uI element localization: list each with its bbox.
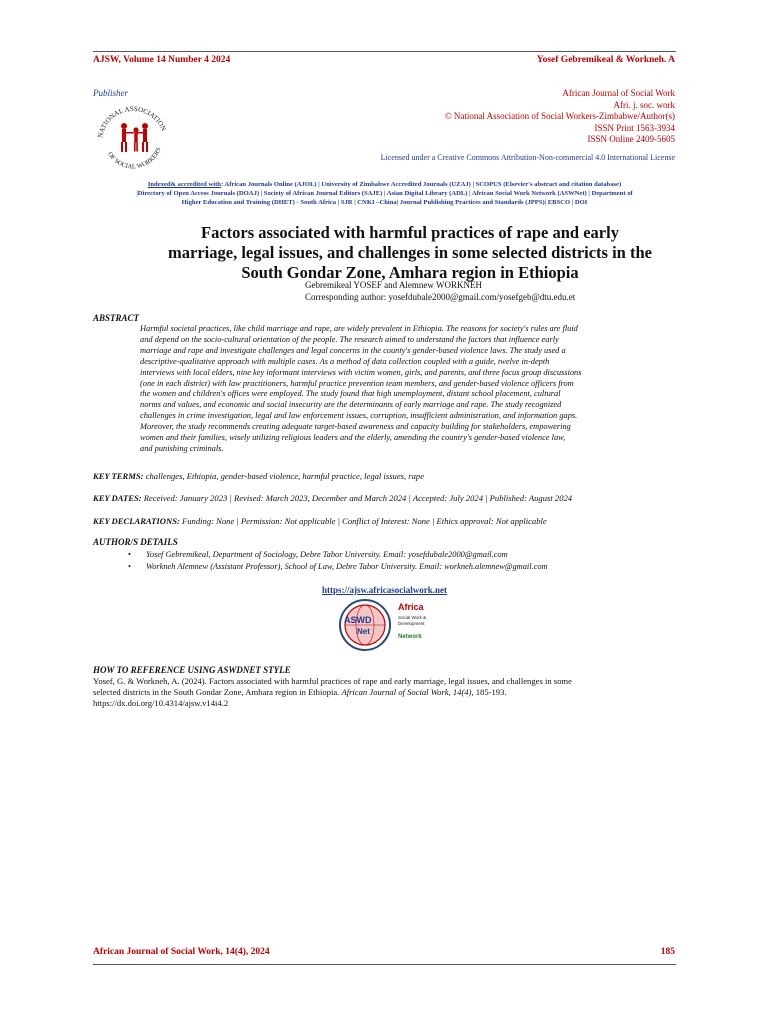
header-top-rule: [93, 51, 676, 52]
abstract-line: and punishing criminals.: [140, 443, 224, 453]
abstract-label: ABSTRACT: [93, 313, 140, 323]
logo-sub-text: Social Work & Development: [398, 615, 427, 626]
key-dates-label: KEY DATES:: [93, 493, 142, 503]
abstract-line: marriage and rape and investigate challenges and legal concerns in the county's gender-based violence laws. The study used a: [140, 345, 566, 355]
nasw-logo: [92, 98, 174, 178]
reference-line-2-plain: selected districts in the South Gondar Zone, Amhara region in Ethiopia.: [93, 687, 342, 697]
publisher-info: [445, 88, 675, 146]
key-dates: [93, 493, 676, 504]
key-declarations-label: KEY DECLARATIONS:: [93, 516, 180, 526]
abstract-line: women and their families, wisely utilizing religious leaders and the elderly, amending the country's gender-based violence law,: [140, 433, 566, 443]
title-line-2: marriage, legal issues, and challenges in some selected districts in the: [168, 243, 652, 262]
indexing-line-2: |Directory of Open Access Journals (DOAJ) | Society of African Journal Editors (SAJE) | Asian Digital Library (ADL) | African Social Work Network (ASWNet) | Department of: [136, 190, 633, 197]
reference-pages: 185-193.: [473, 687, 507, 697]
reference-doi[interactable]: https://dx.doi.org/10.4314/ajsw.v14i4.2: [93, 698, 229, 708]
indexing-list-1: : African Journals Online (AJOL) | University of Zimbabwe Accredited Journals (UZAJ) | SCOPUS (Elsevier's abstract and citation database): [220, 181, 622, 188]
journal-website-link[interactable]: https://ajsw.africasocialwork.net: [322, 585, 447, 595]
svg-text:OF SOCIAL WORKERS: OF SOCIAL WORKERS: [106, 146, 163, 171]
reference-line-2: [93, 687, 676, 698]
footer-page-number: 185: [660, 947, 675, 957]
indexing-block: [93, 180, 676, 207]
key-dates-text: Received: January 2023 | Revised: March 2023, December and March 2024 | Accepted: July 2024 | Published: August 2024: [141, 493, 573, 503]
abstract-line: Harmful societal practices, like child marriage and rape, are widely prevalent in Ethiopia. The reasons for society's rules are fluid: [140, 324, 578, 333]
aswdnet-logo: [336, 598, 436, 652]
copyright-line: © National Association of Social Workers-Zimbabwe/Author(s): [444, 111, 675, 121]
author-details-list: [128, 549, 688, 573]
reference-journal: African Journal of Social Work, 14(4),: [341, 687, 474, 697]
abstract-line: (one in each district) with law practitioners, harmful practice prevention team members, and gender-based violence officers from: [140, 378, 574, 388]
logo-network-text: Network: [398, 634, 422, 640]
abstract-line: challenges in crime investigation, legal and law enforcement issues, corruption, insufficient administration, and information gaps.: [140, 411, 578, 421]
logo-aswd-text: ASWD: [344, 615, 372, 625]
author-detail-item: • Workneh Alemnew (Assistant Professor), School of Law, Debre Tabor University. Email: workneh.alemnew@gmail.com: [128, 561, 688, 573]
title-line-3: South Gondar Zone, Amhara region in Ethiopia: [241, 263, 579, 282]
article-title: [110, 223, 710, 283]
abstract-text: [140, 324, 676, 455]
reference-label: HOW TO REFERENCE USING ASWDNET STYLE: [93, 665, 291, 675]
abstract-line: Moreover, the study recommends creating adequate target-based awareness and capacity building for stakeholders, empowering: [140, 422, 571, 432]
author-details-label: AUTHOR/S DETAILS: [93, 537, 178, 547]
license-link[interactable]: Licensed under a Creative Commons Attribution-Non-commercial 4.0 International License: [380, 153, 675, 162]
journal-name: African Journal of Social Work: [562, 88, 675, 98]
corresponding-author: Corresponding author: yosefdubale2000@gmail.com/yosefgeb@dtu.edu.et: [305, 292, 576, 302]
key-declarations: [93, 516, 676, 527]
article-authors: Gebremikeal YOSEF and Alemnew WORKNEH: [305, 280, 482, 290]
issn-online: ISSN Online 2409-5605: [587, 134, 675, 144]
indexing-line-3: Higher Education and Training (DHET) - South Africa | SJR | CNKI –China| Journal Publishing Practices and Standards (JPPS)| EBSCO | DOI: [181, 199, 588, 206]
abstract-line: interviews with local elders, nine key informant interviews with victim women, girls, and parents, and three focus group discussions: [140, 367, 582, 377]
footer-journal: African Journal of Social Work, 14(4), 2024: [93, 947, 270, 957]
running-header-right: Yosef Gebremikeal & Workneh. A: [536, 55, 675, 65]
publisher-label: Publisher: [93, 88, 128, 98]
issn-print: ISSN Print 1563-3934: [594, 122, 675, 133]
journal-abbrev: Afri. j. soc. work: [613, 99, 675, 110]
logo-net-text: Net: [357, 627, 370, 636]
abstract-line: the women and children's offices were employed. The study found that high unemployment, distant school placement, cultural: [140, 389, 561, 399]
indexed-label[interactable]: Indexed& accredited with: [147, 181, 221, 188]
svg-text:NATIONAL ASSOCIATION: NATIONAL ASSOCIATION: [96, 104, 168, 139]
key-terms: [93, 471, 676, 482]
reference-line-1: Yosef, G. & Workneh, A. (2024). Factors associated with harmful practices of rape and early marriage, legal issues, and challenges in some: [93, 676, 572, 686]
footer-rule: [93, 964, 676, 965]
key-declarations-text: Funding: None | Permission: Not applicable | Conflict of Interest: None | Ethics approval: Not applicable: [179, 516, 547, 526]
reference-text: [93, 676, 676, 709]
running-header-left: AJSW, Volume 14 Number 4 2024: [93, 55, 231, 65]
indexing-line-1: [93, 180, 676, 189]
key-terms-text: challenges, Ethiopia, gender-based violence, harmful practice, legal issues, rape: [143, 471, 425, 481]
abstract-line: norms and values, and economic and social insecurity are the determinants of early marriage and rape. The study recognized: [140, 400, 562, 410]
author-detail-item: • Yosef Gebremikeal, Department of Sociology, Debre Tabor University. Email: yosefdubale2000@gmail.com: [128, 549, 688, 561]
title-line-1: Factors associated with harmful practices of rape and early: [201, 223, 619, 242]
abstract-line: and depend on the socio-cultural orientation of the people. The research aimed to understand the factors that influence early: [140, 334, 559, 344]
logo-africa-text: Africa: [398, 602, 424, 612]
key-terms-label: KEY TERMS:: [93, 471, 144, 481]
globe-icon: [336, 598, 396, 652]
abstract-line: descriptive-qualitative approach with multiple cases. As a method of data collection coupled with a guide, twelve in-depth: [140, 356, 550, 366]
